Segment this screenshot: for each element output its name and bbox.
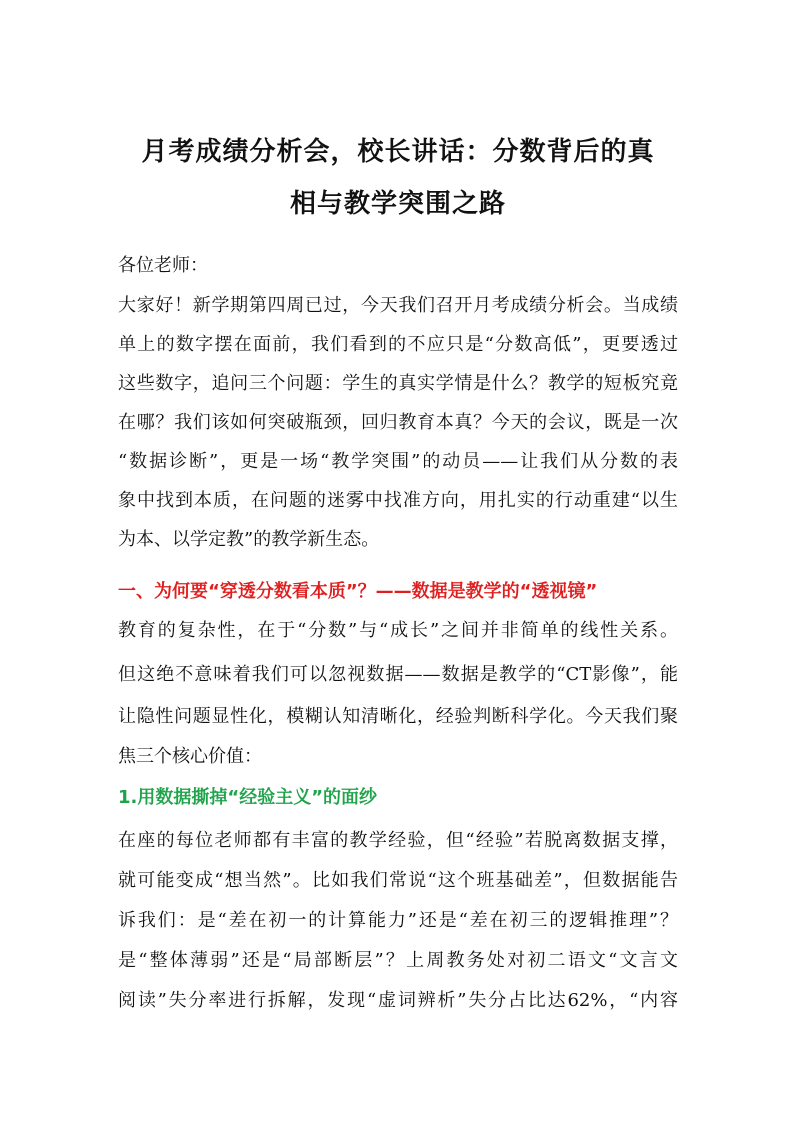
section-line: 但这绝不意味着我们可以忽视数据——数据是教学的“CT影像”，能 [118, 664, 678, 685]
section-line: 让隐性问题显性化，模糊认知清晰化，经验判断科学化。今天我们聚 [118, 706, 678, 727]
subsection-line: 就可能变成“想当然”。比如我们常说“这个班基础差”，但数据能告 [118, 870, 678, 891]
section-line: 焦三个核心价值： [118, 746, 262, 767]
intro-line: 大家好！新学期第四周已过，今天我们召开月考成绩分析会。当成绩 [118, 295, 678, 316]
subsection-line: 在座的每位老师都有丰富的教学经验，但“经验”若脱离数据支撑， [118, 830, 678, 851]
document-title [118, 126, 678, 230]
intro-line: 象中找到本质，在问题的迷雾中找准方向，用扎实的行动重建“以生 [118, 490, 678, 511]
intro-line: 为本、以学定教”的教学新生态。 [118, 529, 380, 550]
title-line-1: 月考成绩分析会，校长讲话：分数背后的真 [141, 137, 655, 167]
intro-line: “数据诊断”，更是一场“教学突围”的动员——让我们从分数的表 [118, 451, 678, 472]
intro-line: 单上的数字摆在面前，我们看到的不应只是“分数高低”，更要透过 [118, 334, 678, 355]
subsection-heading: 1.用数据撕掉“经验主义”的面纱 [118, 787, 378, 808]
intro-line: 在哪？我们该如何突破瓶颈，回归教育本真？今天的会议，既是一次 [118, 412, 678, 433]
section-heading: 一、为何要“穿透分数看本质”？——数据是教学的“透视镜” [118, 581, 598, 602]
subsection-line: 是“整体薄弱”还是“局部断层”？上周教务处对初二语文“文言文 [118, 950, 678, 971]
section-line: 教育的复杂性，在于“分数”与“成长”之间并非简单的线性关系。 [118, 620, 678, 641]
title-line-2: 相与教学突围之路 [289, 189, 506, 219]
subsection-line: 阅读”失分率进行拆解，发现“虚词辨析”失分占比达62%，“内容 [118, 990, 678, 1011]
intro-line: 这些数字，追问三个问题：学生的真实学情是什么？教学的短板究竟 [118, 373, 678, 394]
subsection-line: 诉我们：是“差在初一的计算能力”还是“差在初三的逻辑推理”？ [118, 910, 678, 931]
salutation: 各位老师： [118, 255, 208, 276]
